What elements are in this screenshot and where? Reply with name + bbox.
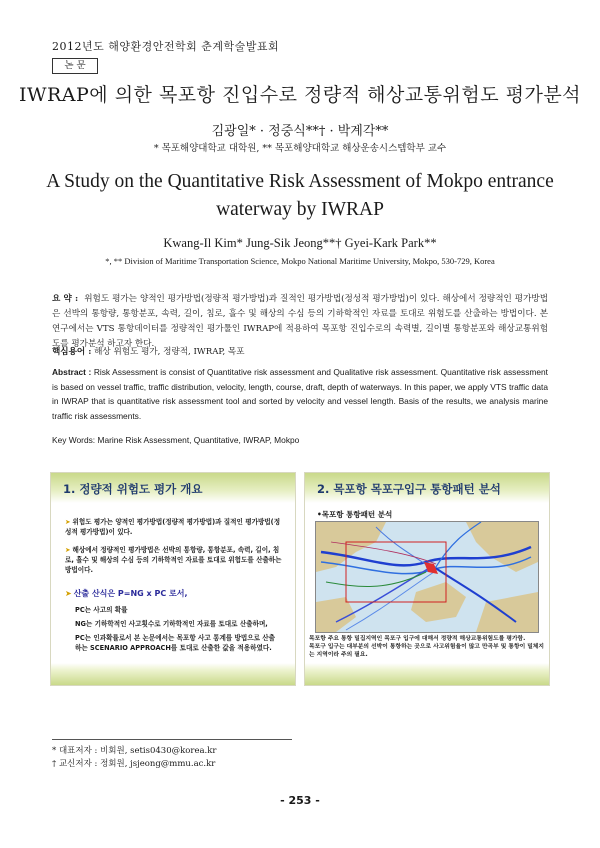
keywords-korean-label: 핵심용어 : bbox=[52, 347, 92, 357]
arrow-bullet-icon: ➤ bbox=[65, 589, 72, 598]
arrow-bullet-icon: ➤ bbox=[65, 518, 71, 526]
abstract-english-text: Risk Assessment is consist of Quantitative risk assessment and Qualitative risk assessment. Quantitative risk assessment is based on vessel traffic, traffic distribution, velocity, length, course, draft, depth of waterways. In this paper, we apply VTS traffic data in IWRAP that is quantitative risk assessment tool and sorted by velocity and vessel length. Basis of the results, we analysis marine traffic risk assessments. bbox=[52, 367, 549, 421]
slide-formula: ➤ 산출 산식은 P=NG x PC 로서, bbox=[65, 589, 188, 598]
keywords-english-label: Key Words: bbox=[52, 435, 96, 445]
map-caption-line: 목포항 주요 통항 밀집지역인 목포구 입구에 대해서 정량적 해상교통위험도를 평가함. bbox=[309, 636, 526, 642]
abstract-english-label: Abstract : bbox=[52, 367, 92, 377]
slide-subtitle: •목포항 통항패턴 분석 bbox=[317, 510, 393, 519]
abstract-korean bbox=[52, 292, 548, 352]
slide-footer-band bbox=[51, 663, 295, 685]
keywords-english-text: Marine Risk Assessment, Quantitative, IWRAP, Mokpo bbox=[97, 435, 300, 445]
title-korean: IWRAP에 의한 목포항 진입수로 정량적 해상교통위험도 평가분석 bbox=[18, 84, 582, 106]
map-caption bbox=[309, 635, 545, 660]
abstract-korean-label: 요 약 : bbox=[52, 294, 79, 304]
authors-korean: 김광일* · 정중식**† · 박계각** bbox=[211, 124, 389, 139]
slide-traffic-pattern bbox=[304, 472, 550, 686]
slide-line: NG는 기하학적인 사고횟수로 기하학적인 자료를 토대로 산출하며, bbox=[75, 620, 268, 628]
keywords-english bbox=[52, 435, 299, 445]
traffic-map-graphic bbox=[316, 522, 538, 632]
keywords-korean bbox=[52, 345, 245, 357]
slide-line: PC는 인과확률로서 본 논문에서는 목포항 사고 통계를 방법으로 산출하는 SCENARIO APPROACH를 토대로 산출한 값을 적용하였다. bbox=[75, 634, 276, 652]
affiliation-korean: * 목포해양대학교 대학원, ** 목포해양대학교 해상운송시스템학부 교수 bbox=[153, 143, 447, 154]
footnote-divider bbox=[52, 739, 292, 740]
slide-line: PC는 사고의 확률 bbox=[75, 606, 128, 614]
map-caption-line: 목포구 입구는 대부분의 선박이 통항하는 곳으로 사고위험율이 많고 만곡부 및 통항이 밀체지는 지역이라 주의 필요. bbox=[309, 644, 544, 659]
slide-footer-band bbox=[305, 663, 549, 685]
traffic-pattern-map bbox=[315, 521, 539, 633]
paper-type-badge: 논 문 bbox=[52, 58, 98, 74]
arrow-bullet-icon: ➤ bbox=[65, 546, 71, 554]
slide-title: 2. 목포항 목포구입구 통항패턴 분석 bbox=[317, 482, 501, 496]
keywords-korean-text: 해상 위험도 평가, 정량적, IWRAP, 목포 bbox=[94, 347, 245, 357]
footnote-author: * 대표저자 : 비회원, setis0430@korea.kr bbox=[52, 746, 217, 756]
conference-header: 2012년도 해양환경안전학회 춘계학술발표회 bbox=[52, 40, 280, 53]
abstract-english bbox=[52, 365, 548, 423]
slide-bullet: ➤ 위험도 평가는 양적인 평가방법(정량적 평가방법)과 질적인 평가방법(정성적 평가방법)이 있다. bbox=[65, 518, 281, 536]
affiliation-english: *, ** Division of Maritime Transportation Science, Mokpo National Maritime University, Mokpo, 530-729, Korea bbox=[105, 256, 495, 266]
page-number: - 253 - bbox=[280, 794, 320, 807]
authors-english: Kwang-Il Kim* Jung-Sik Jeong**† Gyei-Kark Park** bbox=[163, 236, 437, 250]
slide-title: 1. 정량적 위험도 평가 개요 bbox=[63, 482, 203, 496]
footnote-corresponding: † 교신저자 : 정회원, jsjeong@mmu.ac.kr bbox=[52, 759, 216, 769]
abstract-korean-text: 위험도 평가는 양적인 평가방법(정량적 평가방법)과 질적인 평가방법(정성적 평가방법)이 있다. 해상에서 정량적인 평가방법은 선박의 통항량, 통항분포, 속력, 길이, 침로, 흘수 및 해상의 수심 등의 기하학적인 자료를 토대로 위험도를 산출하는 방법이다. 본 연구에서는 VTS 통항데이터를 정량적인 평가툴인 IWRAP에 적용하여 목포항 진입수로의 속력별, 길이별 통항분포와 해상교통위험도를 평가분석 하고자 한다. bbox=[52, 294, 548, 349]
slide-bullet: ➤ 해상에서 정량적인 평가방법은 선박의 통항량, 통항분포, 속력, 길이, 침로, 흘수 및 해상의 수심 등의 기하학적인 자료를 토대로 위험도를 산출하는 방법이다. bbox=[65, 546, 282, 574]
title-english: A Study on the Quantitative Risk Assessment of Mokpo entrance waterway by IWRAP bbox=[46, 171, 554, 220]
slide-risk-overview bbox=[50, 472, 296, 686]
